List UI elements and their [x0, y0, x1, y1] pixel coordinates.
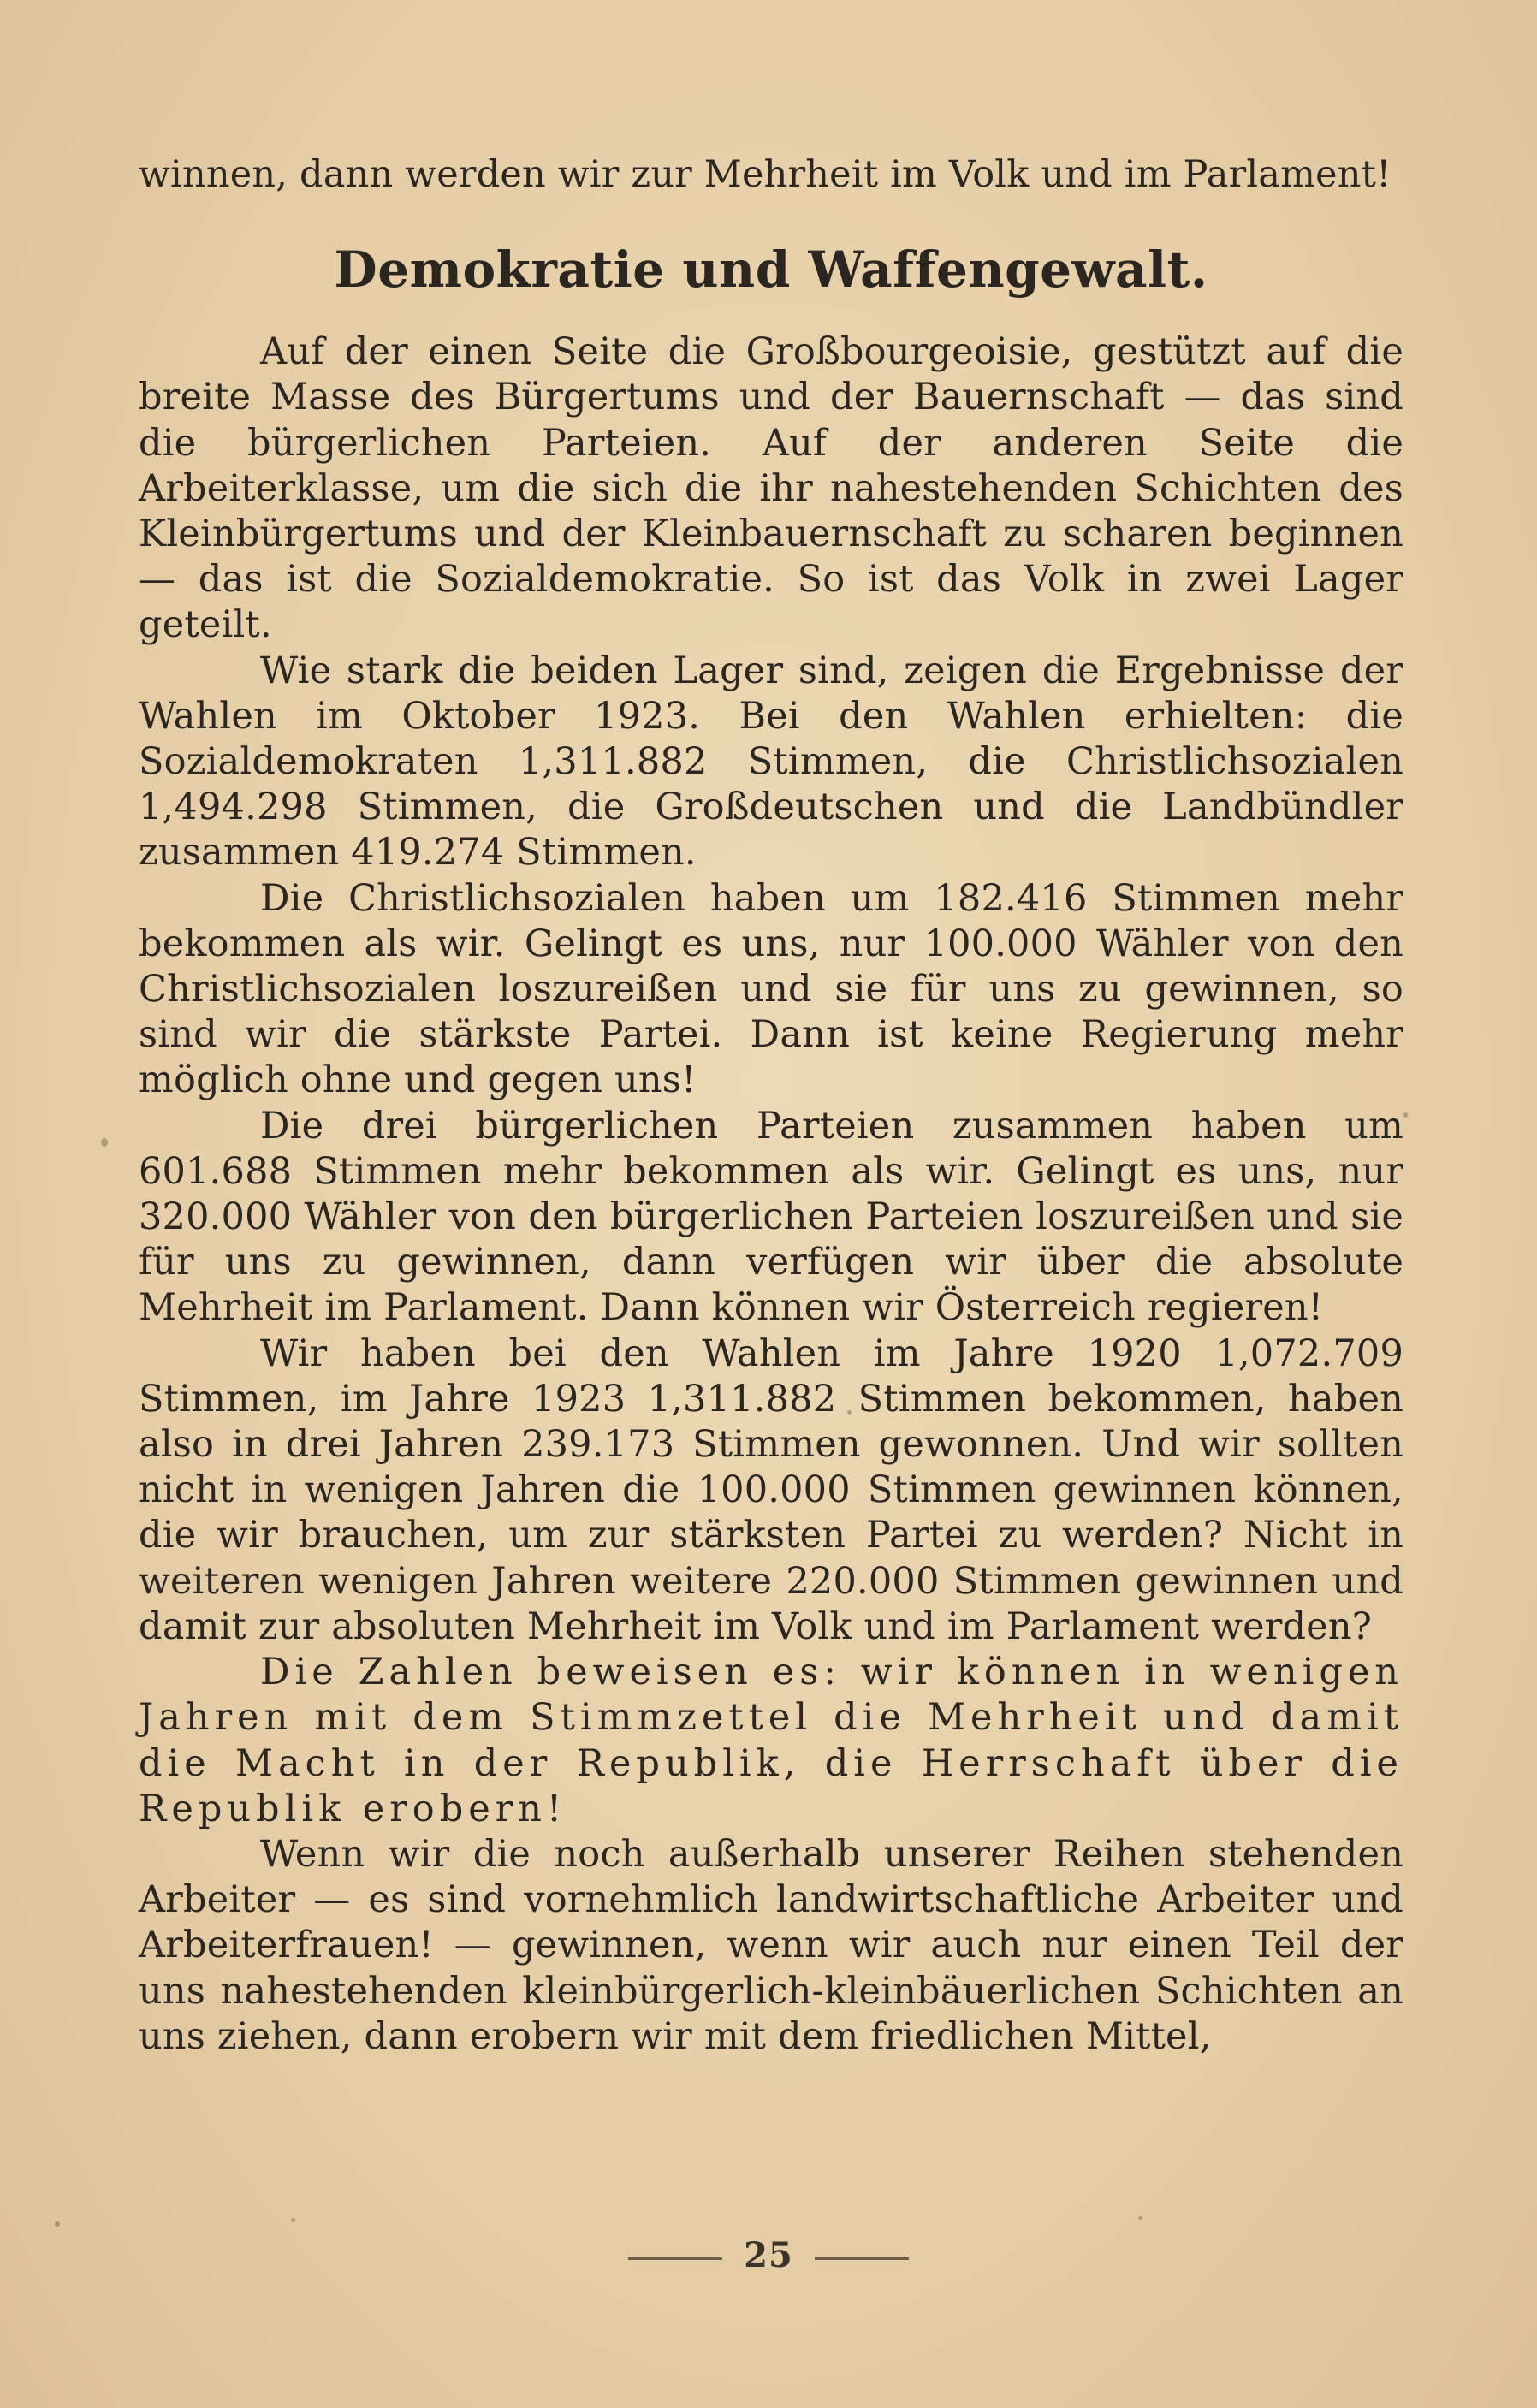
paragraph-4: Die drei bürgerlichen Parteien zusammen haben um 601.688 Stimmen mehr bekommen als wir. Gelingt es uns, nur 320.000 Wähler von den bürgerlichen Parteien loszureißen und sie für uns zu gewinnen, dann verfügen wir über die absolute Mehrheit im Parlament. Dann können wir Österreich regieren! [139, 1104, 1403, 1330]
paragraph-6-emphasis: Die Zahlen beweisen es: wir können in wenigen Jahren mit dem Stimmzettel die Mehrheit und damit die Macht in der Republik, die Herrschaft über die Republik erobern! [139, 1651, 1403, 1830]
page-number-text: 25 [744, 2235, 793, 2275]
paper-speck [847, 1410, 852, 1415]
lead-paragraph: winnen, dann werden wir zur Mehrheit im Volk und im Parlament! [139, 153, 1392, 196]
paper-speck [291, 2218, 295, 2222]
left-ornament-dash [628, 2257, 722, 2260]
paragraph-5: Wir haben bei den Wahlen im Jahre 1920 1,072.709 Stimmen, im Jahre 1923 1,311.882 Stimmen bekommen, haben also in drei Jahren 239.173 Stimmen gewonnen. Und wir sollten nicht in wenigen Jahren die 100.000 Stimmen gewinnen können, die wir brauchen, um zur stärksten Partei zu werden? Nicht in weiteren wenigen Jahren weitere 220.000 Stimmen gewinnen und damit zur absoluten Mehrheit im Volk und im Parlament werden? [139, 1332, 1403, 1648]
paragraph-7: Wenn wir die noch außerhalb unserer Reihen stehenden Arbeiter — es sind vornehmlich landwirtschaftliche Arbeiter und Arbeiterfrauen! — gewinnen, wenn wir auch nur einen Teil der uns nahestehenden kleinbürgerlich-kleinbäuerlichen Schichten an uns ziehen, dann erobern wir mit dem friedlichen Mittel, [139, 1832, 1403, 2058]
paper-speck [55, 2221, 60, 2227]
right-ornament-dash [815, 2257, 909, 2260]
section-heading: Demokratie und Waffengewalt. [334, 240, 1208, 300]
paper-speck [1403, 1112, 1408, 1118]
paragraph-2: Wie stark die beiden Lager sind, zeigen die Ergebnisse der Wahlen im Oktober 1923. Bei den Wahlen erhielten: die Sozialdemokraten 1,311.882 Stimmen, die Christlichsozialen 1,494.298 Stimmen, die Großdeutschen und die Landbündler zusammen 419.274 Stimmen. [139, 649, 1403, 875]
paper-speck [1138, 2216, 1142, 2220]
paragraph-1: Auf der einen Seite die Großbourgeoisie, gestützt auf die breite Masse des Bürgertums und der Bauernschaft — das sind die bürgerlichen Parteien. Auf der anderen Seite die Arbeiterklasse, um die sich die ihr nahestehenden Schichten des Kleinbürgertums und der Kleinbauernschaft zu scharen beginnen — das ist die Sozialdemokratie. So ist das Volk in zwei Lager geteilt. [139, 330, 1403, 647]
paragraph-3: Die Christlichsozialen haben um 182.416 Stimmen mehr bekommen als wir. Gelingt es uns, nur 100.000 Wähler von den Christlichsozialen loszureißen und sie für uns zu gewinnen, so sind wir die stärkste Partei. Dann ist keine Regierung mehr möglich ohne und gegen uns! [139, 876, 1403, 1102]
text-column [139, 152, 1403, 2060]
page-number [0, 2235, 1537, 2275]
paper-speck [101, 1138, 108, 1147]
